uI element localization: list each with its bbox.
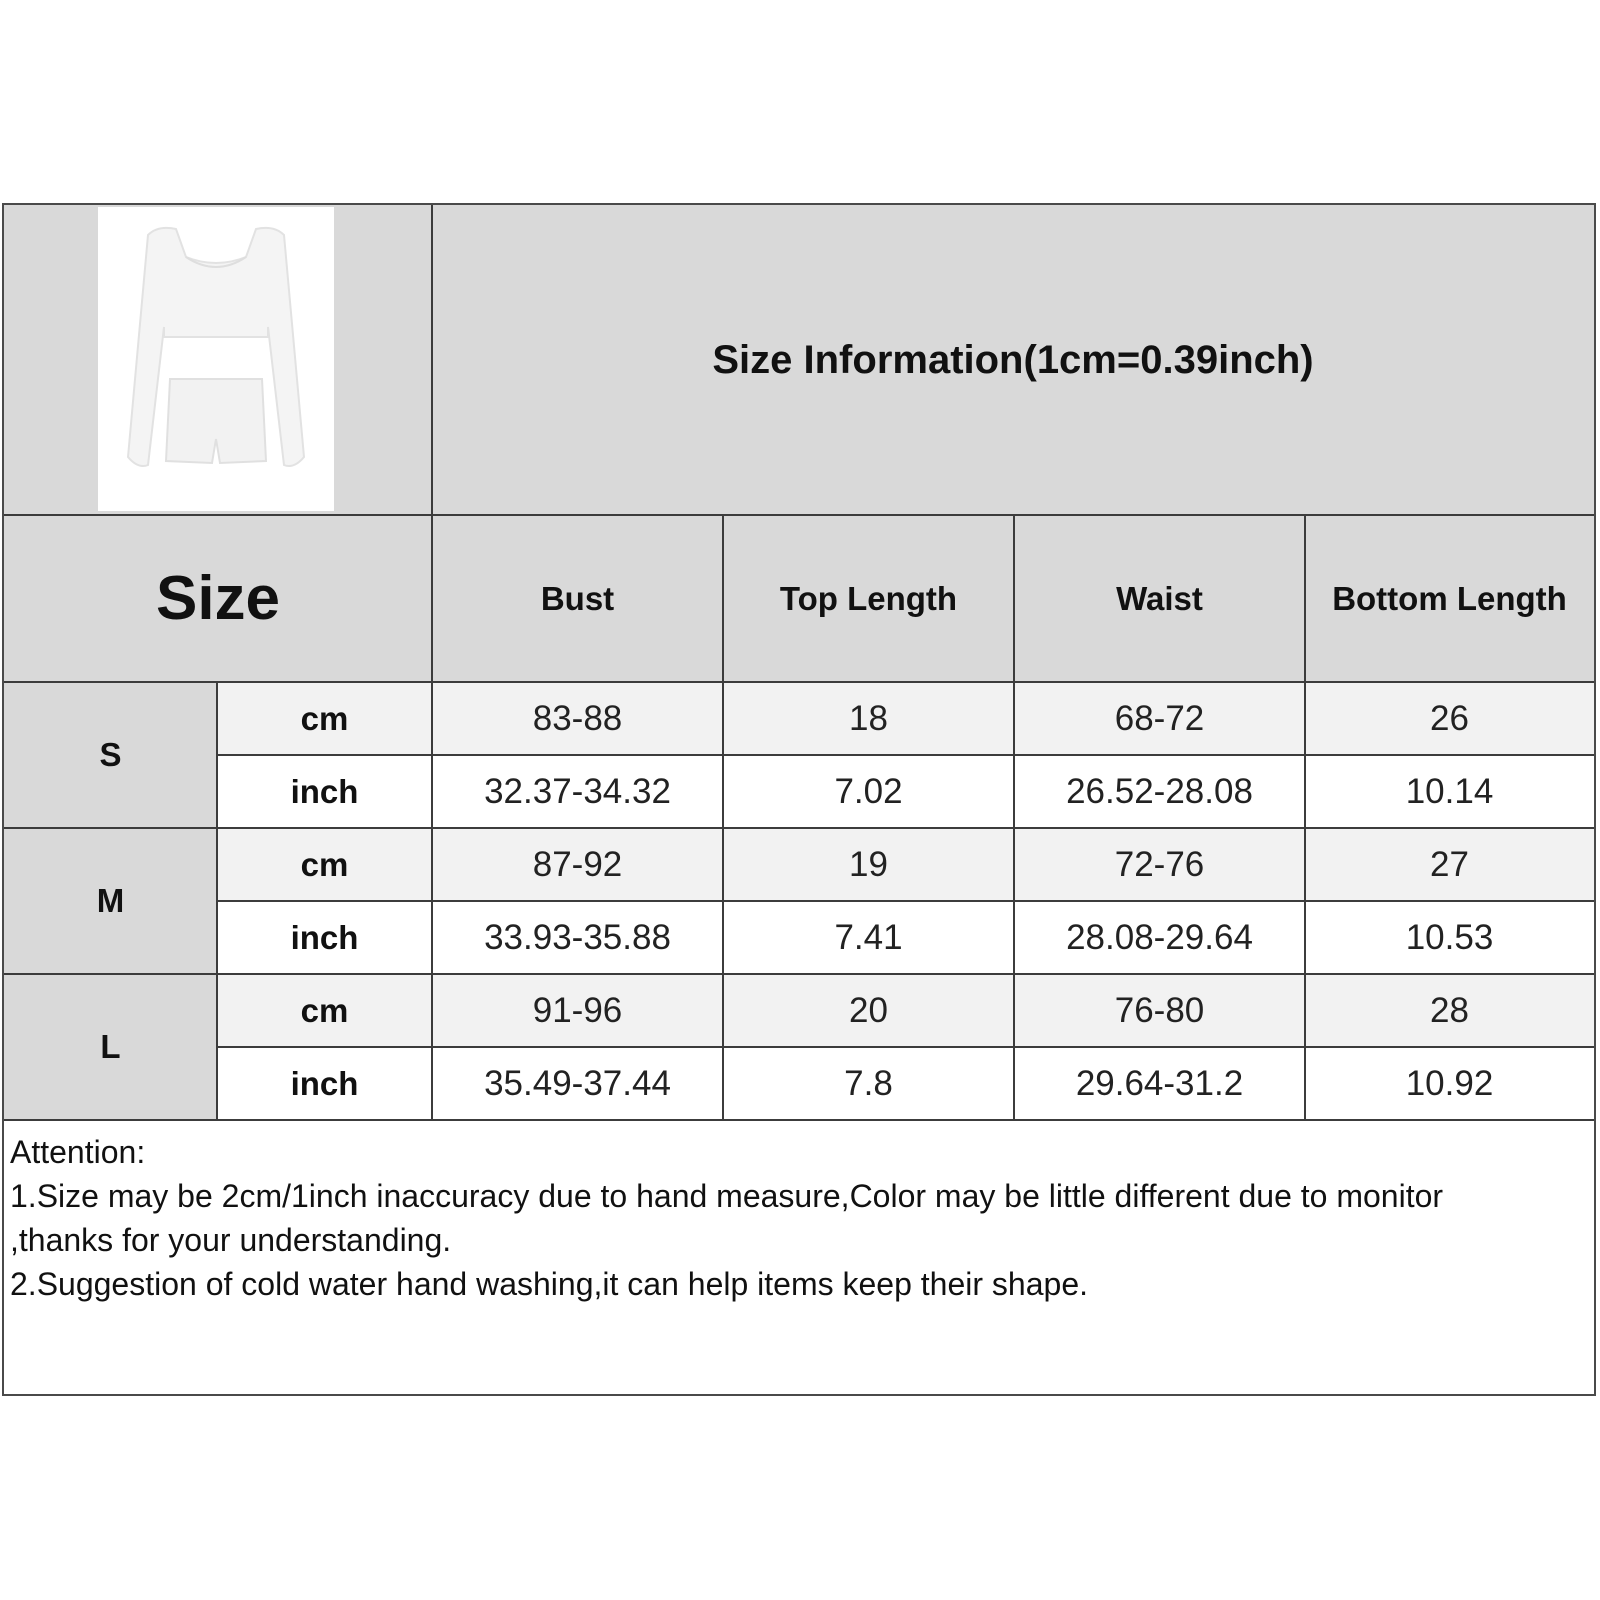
notes-line: ,thanks for your understanding. <box>10 1222 452 1258</box>
unit-inch: inch <box>217 1047 432 1120</box>
grid-line <box>217 1046 1594 1048</box>
table-cell: 72-76 <box>1014 828 1305 901</box>
size-label-s: S <box>4 682 217 828</box>
table-cell: 35.49-37.44 <box>432 1047 723 1120</box>
unit-inch: inch <box>217 755 432 828</box>
grid-line <box>1304 515 1306 1120</box>
garment-illustration <box>98 207 334 511</box>
column-header-bust <box>432 515 723 682</box>
table-cell: 68-72 <box>1014 682 1305 755</box>
grid-line <box>431 205 433 1120</box>
grid-line <box>1013 515 1015 1120</box>
size-label-l: L <box>4 974 217 1120</box>
table-cell: 7.41 <box>723 901 1014 974</box>
table-cell: 76-80 <box>1014 974 1305 1047</box>
notes-line: 2.Suggestion of cold water hand washing,it can help items keep their shape. <box>10 1266 1088 1302</box>
table-cell: 26 <box>1305 682 1594 755</box>
grid-line <box>217 900 1594 902</box>
table-cell: 91-96 <box>432 974 723 1047</box>
column-label: Bust <box>540 579 615 617</box>
column-header-waist <box>1014 515 1305 682</box>
table-cell: 10.14 <box>1305 755 1594 828</box>
grid-line <box>722 515 724 1120</box>
table-cell: 10.53 <box>1305 901 1594 974</box>
notes-heading: Attention: <box>10 1134 146 1170</box>
column-label: Waist <box>1116 579 1203 617</box>
table-cell: 33.93-35.88 <box>432 901 723 974</box>
unit-cm: cm <box>217 682 432 755</box>
table-cell: 20 <box>723 974 1014 1047</box>
table-cell: 26.52-28.08 <box>1014 755 1305 828</box>
column-header-bottom-length <box>1305 515 1594 682</box>
chart-title: Size Information(1cm=0.39inch) <box>712 337 1314 382</box>
table-cell: 87-92 <box>432 828 723 901</box>
table-cell: 28 <box>1305 974 1594 1047</box>
attention-notes <box>10 1130 1590 1306</box>
size-header-cell <box>4 515 432 682</box>
grid-line <box>217 754 1594 756</box>
grid-line <box>4 973 1594 975</box>
table-cell: 7.02 <box>723 755 1014 828</box>
unit-cm: cm <box>217 828 432 901</box>
column-label: Top Length <box>779 579 958 617</box>
grid-line <box>4 827 1594 829</box>
column-header-top-length <box>723 515 1014 682</box>
column-label: Bottom Length <box>1332 579 1567 617</box>
notes-line: 1.Size may be 2cm/1inch inaccuracy due to hand measure,Color may be little different due to monitor <box>10 1178 1444 1214</box>
size-label-m: M <box>4 828 217 974</box>
table-cell: 32.37-34.32 <box>432 755 723 828</box>
table-cell: 83-88 <box>432 682 723 755</box>
grid-line <box>4 681 1594 683</box>
unit-cm: cm <box>217 974 432 1047</box>
table-cell: 29.64-31.2 <box>1014 1047 1305 1120</box>
grid-line <box>216 681 218 1120</box>
grid-line <box>4 514 1594 516</box>
table-cell: 10.92 <box>1305 1047 1594 1120</box>
table-cell: 28.08-29.64 <box>1014 901 1305 974</box>
product-image <box>98 207 334 511</box>
table-cell: 19 <box>723 828 1014 901</box>
size-header: Size <box>155 564 281 633</box>
unit-inch: inch <box>217 901 432 974</box>
table-cell: 27 <box>1305 828 1594 901</box>
table-cell: 7.8 <box>723 1047 1014 1120</box>
grid-line <box>4 1119 1594 1121</box>
size-chart <box>2 203 1596 1396</box>
title-cell <box>432 205 1594 515</box>
product-photo-cell <box>4 205 432 515</box>
table-cell: 18 <box>723 682 1014 755</box>
